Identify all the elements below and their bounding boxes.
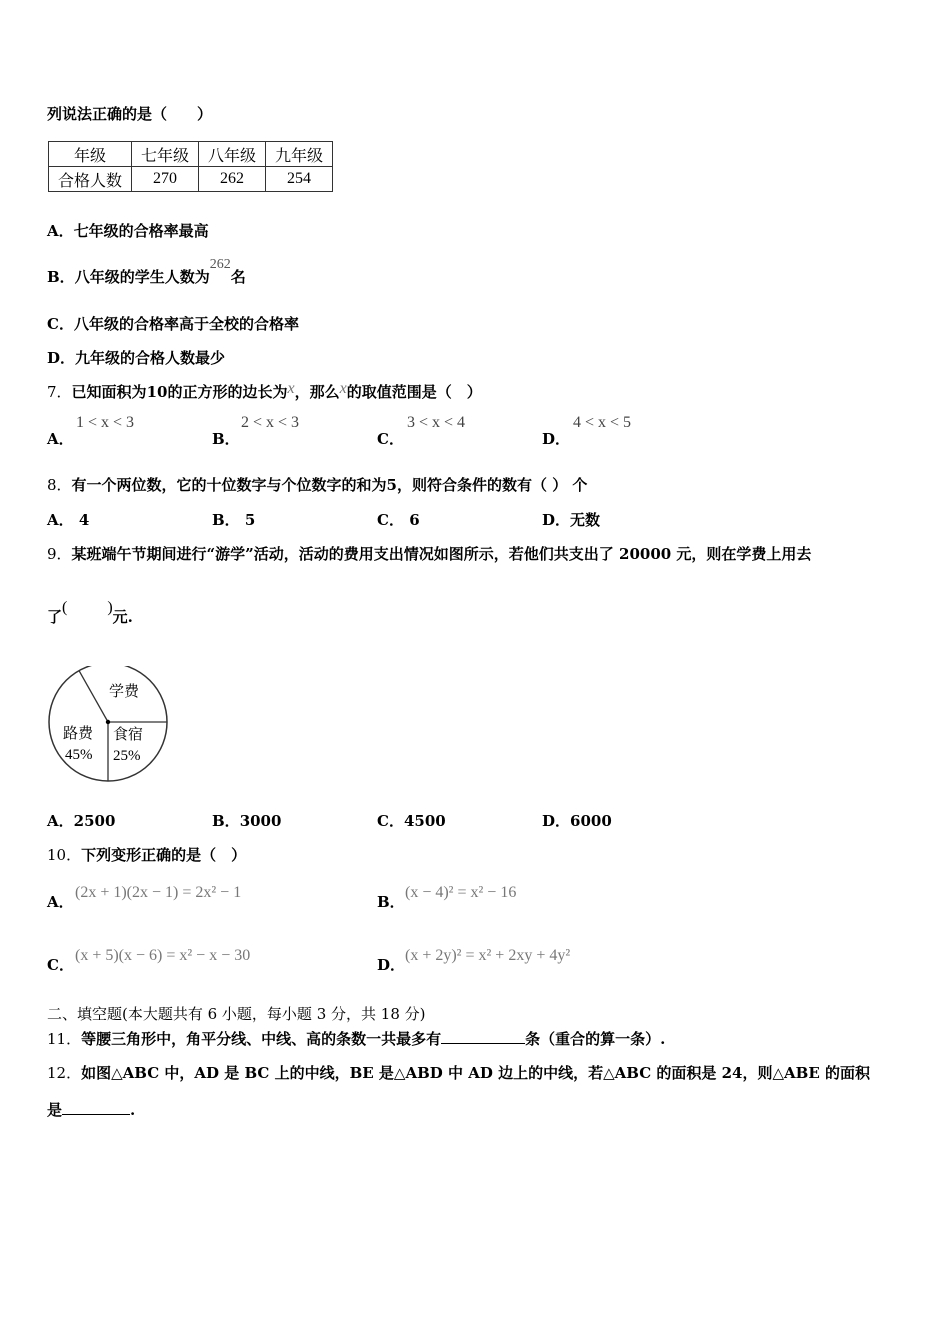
answer-paren-close: ) — [107, 599, 113, 616]
q7-text: ，那么 — [294, 383, 340, 401]
question-number: 9． — [47, 545, 72, 563]
q9-text: 了 — [47, 608, 63, 626]
option-label: D． — [542, 812, 571, 830]
q7-option-b — [212, 428, 240, 449]
table-cell: 270 — [132, 167, 199, 192]
option-text: 名 — [230, 268, 246, 286]
option-value: 4500 — [403, 812, 446, 830]
q10-option-a — [47, 891, 74, 912]
option-value: 5 — [244, 511, 256, 529]
q12-stem-line1 — [47, 1062, 870, 1083]
q7-option-c — [377, 428, 404, 449]
option-label: B． — [47, 268, 75, 286]
q11-text: 条（重合的算一条）. — [525, 1030, 666, 1048]
q7-stem — [47, 381, 482, 402]
option-label: A． — [47, 222, 74, 240]
q7-option-d — [542, 428, 570, 449]
q7-option-c-math: 3 < x < 4 — [407, 414, 466, 431]
table-cell: 合格人数 — [49, 167, 132, 192]
q10-option-d — [377, 954, 405, 975]
question-number: 8． — [47, 476, 72, 494]
q8-option-c — [377, 509, 420, 530]
option-label: A． — [47, 812, 74, 830]
q9-option-b — [212, 810, 281, 831]
option-text: 八年级的合格率高于全校的合格率 — [73, 315, 299, 333]
option-label: A． — [47, 430, 74, 448]
grade-table — [48, 141, 333, 192]
q12-text: 如图△ABC 中，AD 是 BC 上的中线，BE 是△ABD 中 AD 边上的中线，若△ABC 的面积是 24，则△ABE 的面积 — [81, 1064, 870, 1082]
pie-label-travel: 路费 — [63, 724, 94, 742]
option-value: 3000 — [239, 812, 282, 830]
q8-option-a — [47, 509, 89, 530]
pie-value-food: 25% — [113, 748, 141, 764]
q8-option-d — [542, 509, 600, 530]
table-header-cell: 九年级 — [266, 142, 333, 167]
question-number: 7． — [47, 383, 72, 401]
table-header-cell: 七年级 — [132, 142, 199, 167]
option-label: B． — [212, 511, 240, 529]
q6-option-d — [47, 347, 225, 368]
option-label: C． — [377, 511, 404, 529]
option-label: D． — [47, 349, 76, 367]
table-header-cell: 年级 — [49, 142, 132, 167]
pie-label-food: 食宿 — [113, 725, 144, 743]
q8-option-b — [212, 509, 255, 530]
q6-option-a — [47, 220, 209, 241]
question-number: 11． — [47, 1030, 82, 1048]
option-label: D． — [542, 511, 571, 529]
pie-value-travel: 45% — [65, 747, 93, 763]
q8-text: 有一个两位数，它的十位数字与个位数字的和为5，则符合条件的数有（ ） 个 — [71, 476, 588, 494]
q8-stem — [47, 474, 587, 495]
option-value: 无数 — [570, 511, 601, 529]
option-label: B． — [212, 430, 240, 448]
q7-option-b-math: 2 < x < 3 — [241, 414, 300, 431]
question-number: 12． — [47, 1064, 82, 1082]
q7-option-a-math: 1 < x < 3 — [76, 414, 135, 431]
table-row — [49, 167, 333, 192]
q7-number-10: 10 — [146, 383, 168, 401]
option-value: 4 — [78, 511, 90, 529]
question-number: 10． — [47, 846, 82, 864]
q11-text: 等腰三角形中，角平分线、中线、高的条数一共最多有 — [81, 1030, 442, 1048]
q10-option-b-math: (x − 4)² = x² − 16 — [405, 884, 517, 901]
option-label: C． — [47, 315, 74, 333]
table-header-cell: 八年级 — [199, 142, 266, 167]
q10-option-d-math: (x + 2y)² = x² + 2xy + 4y² — [405, 947, 571, 964]
q7-text: 已知面积为 — [71, 383, 147, 401]
q11-stem — [47, 1028, 665, 1049]
answer-blank — [62, 1100, 130, 1115]
pie-label-tuition: 学费 — [109, 682, 140, 700]
pie-center — [106, 720, 110, 724]
option-text: 八年级的学生人数为 — [74, 268, 210, 286]
expense-pie-chart — [47, 666, 171, 784]
q9-text: 元. — [112, 608, 133, 626]
table-cell: 254 — [266, 167, 333, 192]
q9-option-c — [377, 810, 446, 831]
q10-option-c-math: (x + 5)(x − 6) = x² − x − 30 — [75, 947, 251, 964]
table-cell: 262 — [199, 167, 266, 192]
answer-blank — [441, 1029, 525, 1044]
q12-text: . — [130, 1101, 136, 1119]
q10-option-a-math: (2x + 1)(2x − 1) = 2x² − 1 — [75, 884, 242, 901]
option-text: 七年级的合格率最高 — [73, 222, 209, 240]
q10-option-c — [47, 954, 74, 975]
answer-paren-open: ( — [62, 599, 68, 616]
option-value: 262 — [209, 257, 231, 272]
q7-text: 的取值范围是（ ） — [346, 383, 482, 401]
option-label: C． — [377, 430, 404, 448]
q10-text: 下列变形正确的是（ ） — [81, 846, 247, 864]
q6-option-b — [47, 257, 246, 287]
option-label: B． — [377, 893, 405, 911]
q7-var-x: x — [287, 380, 295, 397]
q10-stem — [47, 844, 246, 865]
option-value: 2500 — [73, 812, 116, 830]
q12-text: 是 — [47, 1101, 63, 1119]
table-row — [49, 142, 333, 167]
option-value: 6000 — [570, 812, 612, 830]
q9-text: 某班端午节期间进行“游学”活动，活动的费用支出情况如图所示，若他们共支出了 20000 元，则在学费上用去 — [71, 545, 812, 563]
q10-option-b — [377, 891, 405, 912]
q7-option-d-math: 4 < x < 5 — [573, 414, 632, 431]
option-label: D． — [542, 430, 571, 448]
q7-option-a — [47, 428, 74, 449]
q9-option-d — [542, 810, 612, 831]
option-label: A． — [47, 893, 74, 911]
option-label: C． — [377, 812, 404, 830]
option-label: D． — [377, 956, 406, 974]
option-label: C． — [47, 956, 74, 974]
q9-stem-line1 — [47, 543, 811, 564]
q9-option-a — [47, 810, 115, 831]
section-heading: 二、填空题(本大题共有 6 小题，每小题 3 分，共 18 分) — [47, 1005, 426, 1023]
q9-stem-line2 — [47, 599, 133, 627]
q6-option-c — [47, 313, 299, 334]
option-value: 6 — [409, 511, 420, 529]
option-label: A． — [47, 511, 74, 529]
option-label: B． — [212, 812, 240, 830]
q6-stem-tail: 列说法正确的是（ ） — [47, 105, 213, 123]
q7-text: 的正方形的边长为 — [167, 383, 288, 401]
q12-stem-line2 — [47, 1099, 135, 1120]
option-text: 九年级的合格人数最少 — [75, 349, 226, 367]
q7-var-x: x — [339, 380, 347, 397]
